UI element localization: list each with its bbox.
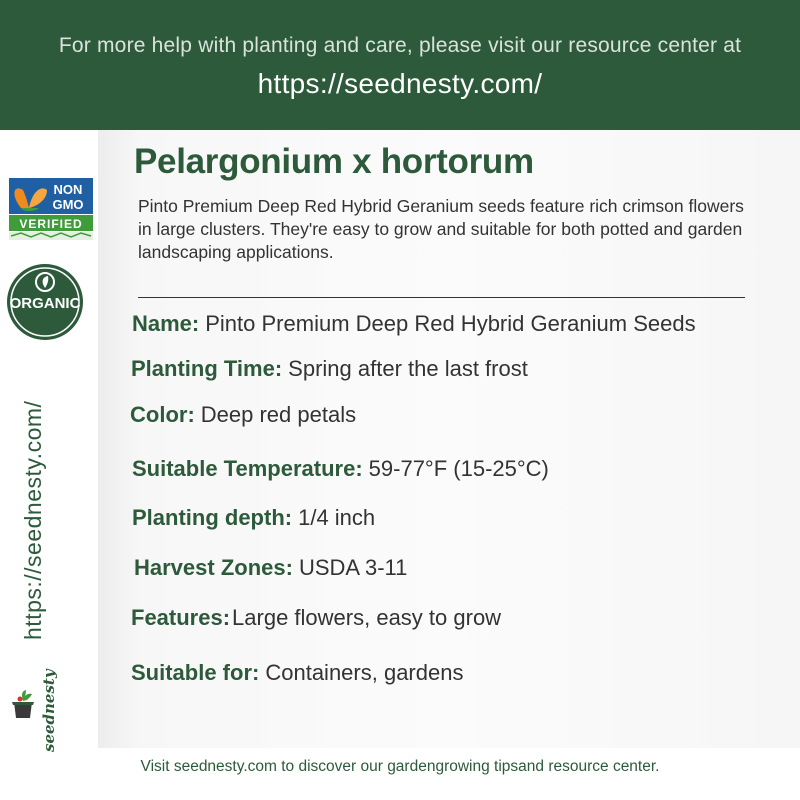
spec-label: Planting depth: [132,505,293,530]
non-gmo-text-1: NON [53,182,83,197]
sidebar-url[interactable]: https://seednesty.com/ [20,400,46,640]
banner-url[interactable]: https://seednesty.com/ [257,68,543,99]
spec-label: Planting Time: [131,356,283,381]
spec-features [131,605,501,631]
spec-value: Containers, gardens [265,660,464,685]
spec-value: Large flowers, easy to grow [232,605,502,630]
product-description: Pinto Premium Deep Red Hybrid Geranium seeds feature rich crimson flowers in large clusters. They're easy to grow and suitable for both potted and garden landscaping applications. [138,196,744,262]
spec-harvest-zones [134,555,407,581]
spec-label: Suitable Temperature: [132,456,363,481]
organic-badge [5,262,85,342]
divider [138,297,745,298]
non-gmo-text-2: GMO [52,197,84,212]
spec-planting-time [131,356,528,382]
spec-value: Pinto Premium Deep Red Hybrid Geranium Seeds [205,311,696,336]
seednesty-brand-text: seednesty [40,669,58,752]
spec-planting-depth [132,505,375,531]
spec-value: 1/4 inch [298,505,376,530]
spec-label: Suitable for: [131,660,260,685]
spec-label: Harvest Zones: [134,555,293,580]
spec-value: Spring after the last frost [288,356,528,381]
spec-temperature [132,456,549,482]
spec-label: Features: [131,605,231,630]
spec-label: Color: [130,402,195,427]
organic-text: ORGANIC [9,295,81,312]
footer-text: Visit seednesty.com to discover our gardengrowing tipsand resource center. [140,758,660,775]
spec-color [130,402,356,428]
spec-value: USDA 3-11 [298,555,408,580]
product-title: Pelargonium x hortorum [134,142,534,181]
top-banner [0,0,800,130]
seednesty-logo-icon [8,688,38,728]
banner-help-text: For more help with planting and care, please visit our resource center at [58,34,742,57]
spec-label: Name: [132,311,200,336]
spec-value: Deep red petals [200,402,357,427]
spec-value: 59-77°F (15-25°C) [368,456,549,481]
non-gmo-verified-badge [7,178,93,242]
spec-suitable-for [131,660,463,686]
verified-text: VERIFIED [19,217,83,231]
spec-name [132,311,696,337]
